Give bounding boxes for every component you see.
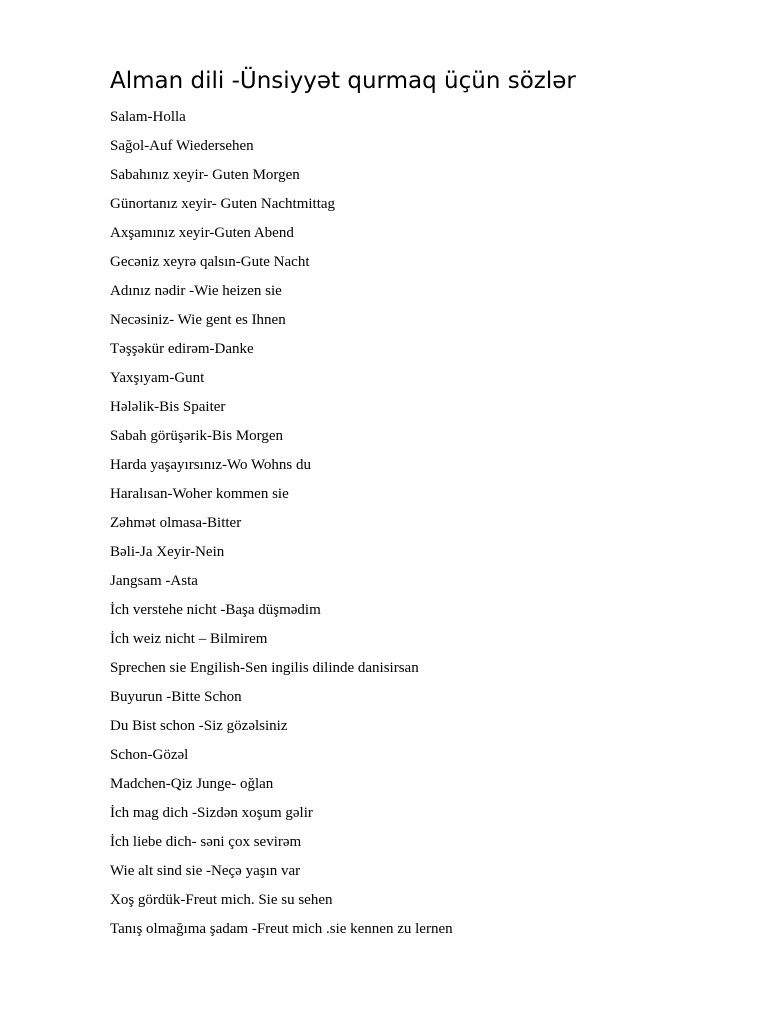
- phrase-line: Sağol-Auf Wiedersehen: [110, 138, 254, 154]
- phrase-line: İch verstehe nicht -Başa düşmədim: [110, 602, 321, 618]
- phrase-line: Sprechen sie Engilish-Sen ingilis dilinde danisirsan: [110, 660, 419, 676]
- page-title: Alman dili -Ünsiyyət qurmaq üçün sözlər: [110, 68, 576, 94]
- phrase-line: Adınız nədir -Wie heizen sie: [110, 283, 282, 299]
- phrase-line: Günortanız xeyir- Guten Nachtmittag: [110, 196, 336, 212]
- phrase-line: Schon-Gözəl: [110, 747, 189, 763]
- phrase-line: Haralısan-Woher kommen sie: [110, 486, 289, 502]
- phrase-line: Axşamınız xeyir-Guten Abend: [110, 225, 294, 241]
- phrase-line: Gecəniz xeyrə qalsın-Gute Nacht: [110, 254, 310, 270]
- phrase-line: Du Bist schon -Siz gözəlsiniz: [110, 718, 288, 734]
- phrase-line: Salam-Holla: [110, 109, 186, 125]
- phrase-line: İch mag dich -Sizdən xoşum gəlir: [110, 805, 313, 821]
- phrase-line: Sabah görüşərik-Bis Morgen: [110, 428, 284, 444]
- phrase-line: Tanış olmağıma şadam -Freut mich .sie kennen zu lernen: [110, 921, 453, 937]
- phrase-line: Xoş gördük-Freut mich. Sie su sehen: [110, 892, 333, 908]
- phrase-line: Yaxşıyam-Gunt: [110, 370, 205, 386]
- phrase-line: İch liebe dich- səni çox sevirəm: [110, 834, 302, 850]
- phrase-line: Sabahınız xeyir- Guten Morgen: [110, 167, 300, 183]
- phrase-line: Jangsam -Asta: [110, 573, 198, 589]
- phrase-line: Wie alt sind sie -Neçə yaşın var: [110, 863, 301, 879]
- phrase-line: İch weiz nicht – Bilmirem: [110, 631, 268, 647]
- phrase-line: Buyurun -Bitte Schon: [110, 689, 242, 705]
- phrase-line: Təşşəkür edirəm-Danke: [110, 341, 254, 357]
- phrase-line: Hələlik-Bis Spaiter: [110, 399, 226, 415]
- phrase-line: Madchen-Qiz Junge- oğlan: [110, 776, 274, 792]
- phrase-line: Bəli-Ja Xeyir-Nein: [110, 544, 225, 560]
- phrase-line: Necəsiniz- Wie gent es Ihnen: [110, 312, 286, 328]
- phrase-line: Harda yaşayırsınız-Wo Wohns du: [110, 457, 312, 473]
- phrase-list: [110, 103, 453, 944]
- phrase-line: Zəhmət olmasa-Bitter: [110, 515, 242, 531]
